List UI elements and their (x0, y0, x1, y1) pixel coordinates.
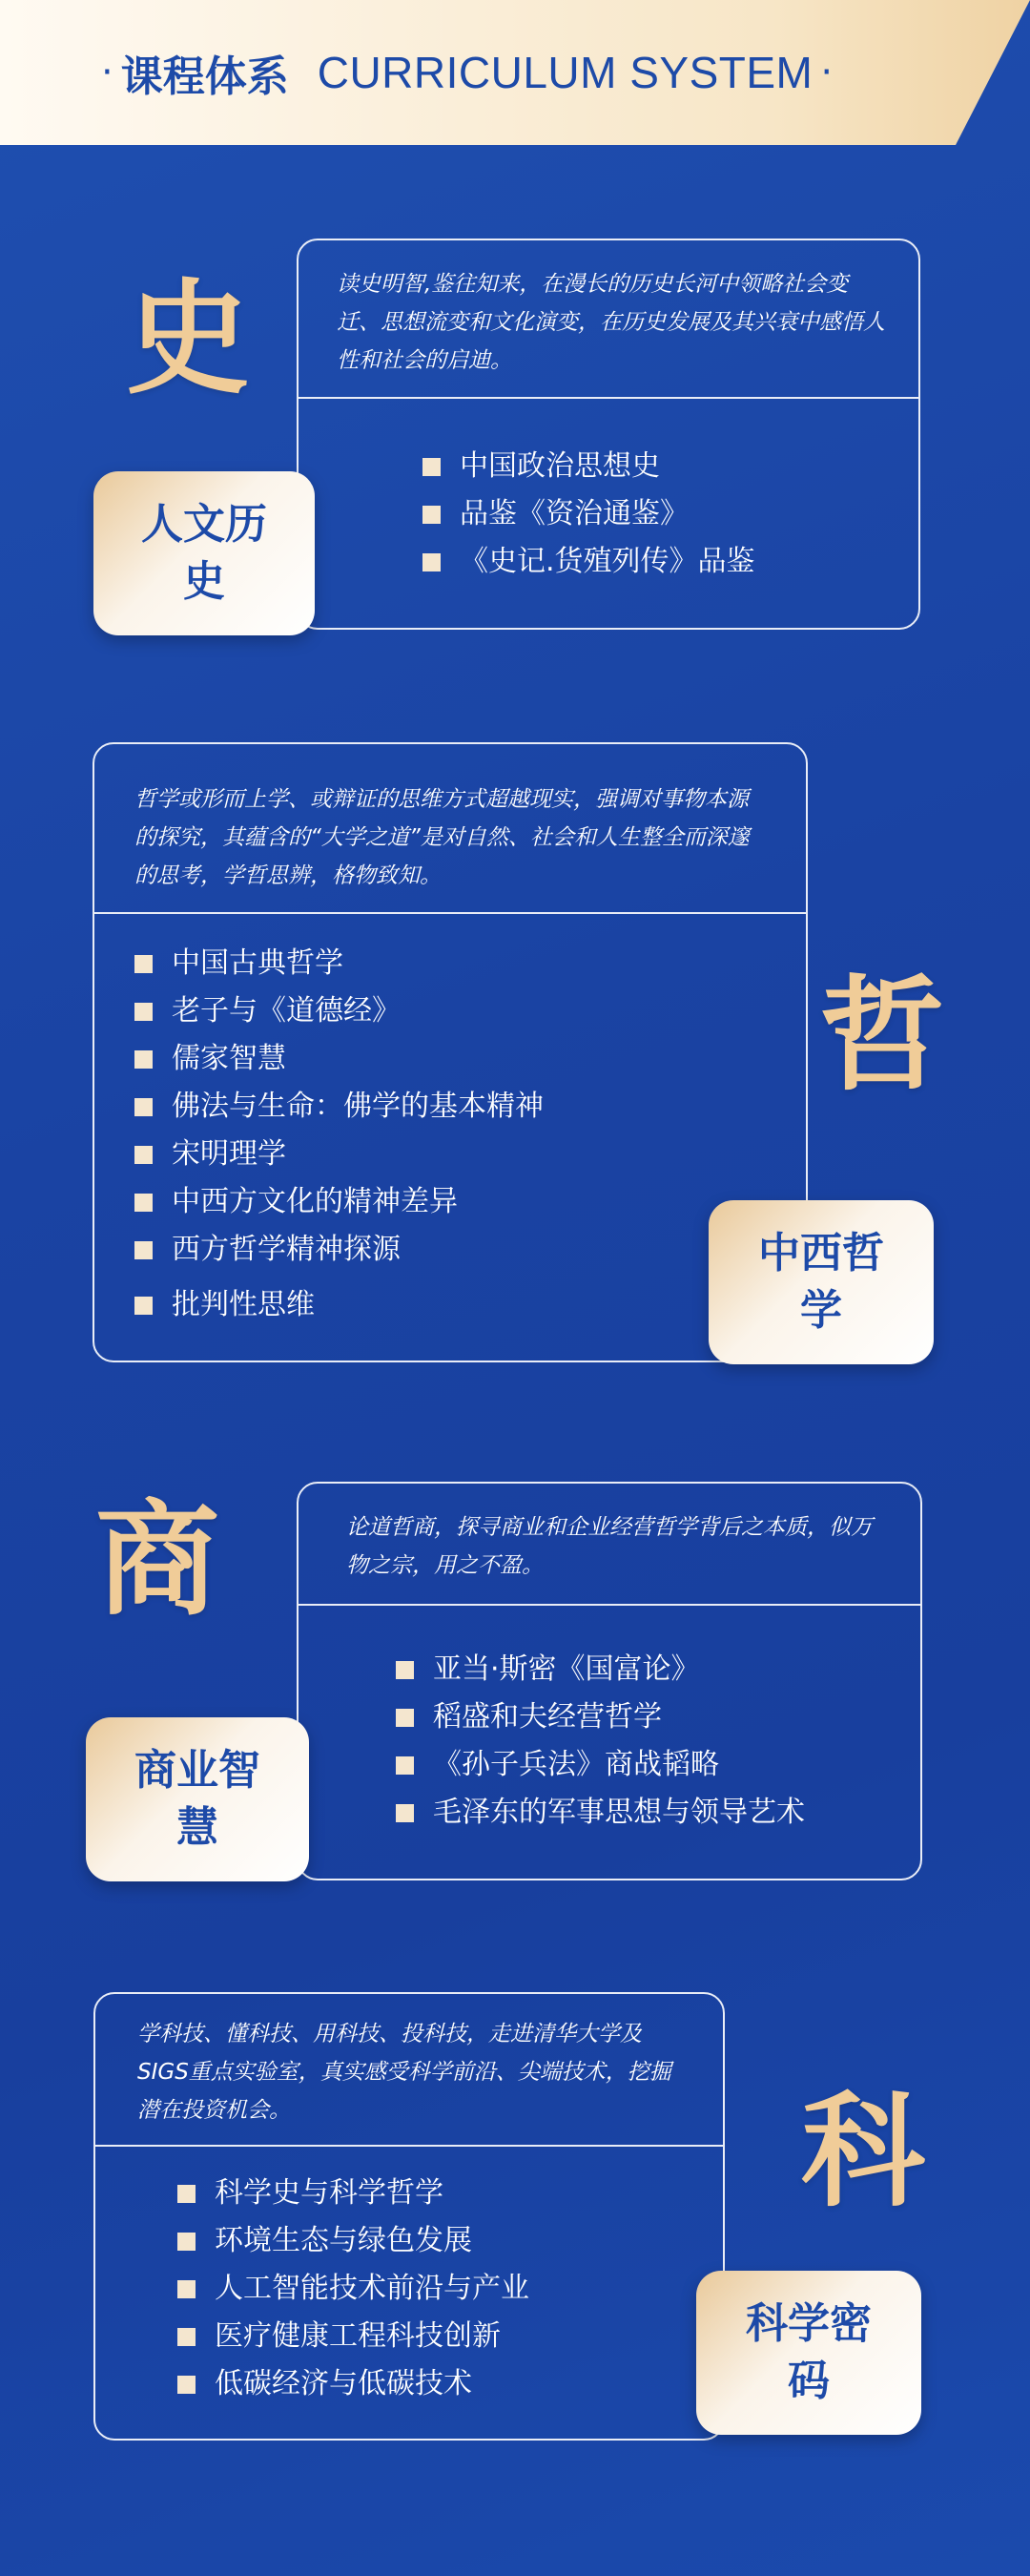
section-history-list (422, 443, 755, 586)
list-item: 人工智能技术前沿与产业 (177, 2265, 529, 2313)
section-science-badge (696, 2271, 921, 2435)
bullet-square-icon (134, 1098, 153, 1116)
section-science-card (93, 1992, 725, 2441)
bullet-square-icon (134, 1050, 153, 1069)
list-item: 佛法与生命：佛学的基本精神 (134, 1083, 544, 1131)
bullet-square-icon (422, 506, 441, 524)
bullet-square-icon (177, 2233, 196, 2251)
section-philosophy-badge-label: 中西哲学 (758, 1229, 884, 1335)
section-philosophy-card (93, 742, 808, 1362)
list-item: 低碳经济与低碳技术 (177, 2360, 529, 2408)
list-item: 儒家智慧 (134, 1035, 544, 1083)
list-item: 中国古典哲学 (134, 940, 544, 987)
section-history-char: 史 (126, 265, 251, 411)
bullet-square-icon (396, 1804, 414, 1822)
section-history-badge (93, 471, 315, 635)
section-history-card (297, 239, 920, 630)
section-history-badge-label: 人文历史 (141, 500, 267, 606)
section-history-intro: 读史明智,鉴往知来，在漫长的历史长河中领略社会变迁、思想流变和文化演变，在历史发展及其兴衰中感悟人性和社会的启迪。 (299, 240, 918, 399)
section-business-badge (86, 1717, 309, 1881)
list-item: 老子与《道德经》 (134, 987, 544, 1035)
list-item: 科学史与科学哲学 (177, 2170, 529, 2217)
bullet-square-icon (134, 1241, 153, 1259)
title-chinese: 课程体系 (120, 52, 289, 101)
list-item: 《孙子兵法》商战韬略 (396, 1741, 805, 1789)
list-item: 中国政治思想史 (422, 443, 755, 490)
bullet-square-icon (177, 2376, 196, 2394)
bullet-square-icon (177, 2280, 196, 2298)
list-item: 稻盛和夫经营哲学 (396, 1693, 805, 1741)
list-item: 亚当·斯密《国富论》 (396, 1646, 805, 1693)
section-business-badge-label: 商业智慧 (134, 1746, 260, 1852)
title-english: CURRICULUM SYSTEM (317, 48, 814, 97)
section-philosophy-intro: 哲学或形而上学、或辩证的思维方式超越现实，强调对事物本源的探究，其蕴含的“大学之道”是对自然、社会和人生整全而深邃的思考，学哲思辨，格物致知。 (94, 744, 806, 914)
bullet-square-icon (134, 955, 153, 973)
section-business-card (297, 1482, 922, 1880)
list-item: 中西方文化的精神差异 (134, 1178, 544, 1226)
title-dot-right: · (820, 51, 834, 94)
section-science-list (177, 2170, 529, 2408)
bullet-square-icon (396, 1709, 414, 1727)
list-item: 品鉴《资治通鉴》 (422, 490, 755, 538)
section-business-intro: 论道哲商，探寻商业和企业经营哲学背后之本质，似万物之宗，用之不盈。 (299, 1484, 920, 1606)
list-item: 西方哲学精神探源 (134, 1226, 544, 1274)
section-business-list (396, 1646, 805, 1837)
bullet-square-icon (134, 1194, 153, 1212)
bullet-square-icon (177, 2185, 196, 2203)
section-science-char: 科 (801, 2078, 926, 2224)
section-science-badge-label: 科学密码 (746, 2299, 872, 2405)
list-item: 毛泽东的军事思想与领导艺术 (396, 1789, 805, 1837)
bullet-square-icon (177, 2328, 196, 2346)
section-science-intro: 学科技、懂科技、用科技、投科技，走进清华大学及SIGS重点实验室，真实感受科学前沿、尖端技术，挖掘潜在投资机会。 (95, 1994, 723, 2147)
list-item: 环境生态与绿色发展 (177, 2217, 529, 2265)
list-item: 宋明理学 (134, 1131, 544, 1178)
bullet-square-icon (134, 1003, 153, 1021)
section-philosophy-badge (709, 1200, 934, 1364)
bullet-square-icon (396, 1661, 414, 1679)
section-philosophy-char: 哲 (820, 962, 945, 1108)
bullet-square-icon (134, 1297, 153, 1315)
list-item: 《史记.货殖列传》品鉴 (422, 538, 755, 586)
bullet-square-icon (422, 553, 441, 571)
title-dot-left: · (101, 51, 113, 94)
list-item: 医疗健康工程科技创新 (177, 2313, 529, 2360)
section-business-char: 商 (95, 1486, 220, 1632)
bullet-square-icon (134, 1146, 153, 1164)
bullet-square-icon (396, 1756, 414, 1775)
list-item: 批判性思维 (134, 1281, 544, 1329)
section-philosophy-list (134, 940, 544, 1329)
page-title (93, 42, 840, 103)
bullet-square-icon (422, 458, 441, 476)
